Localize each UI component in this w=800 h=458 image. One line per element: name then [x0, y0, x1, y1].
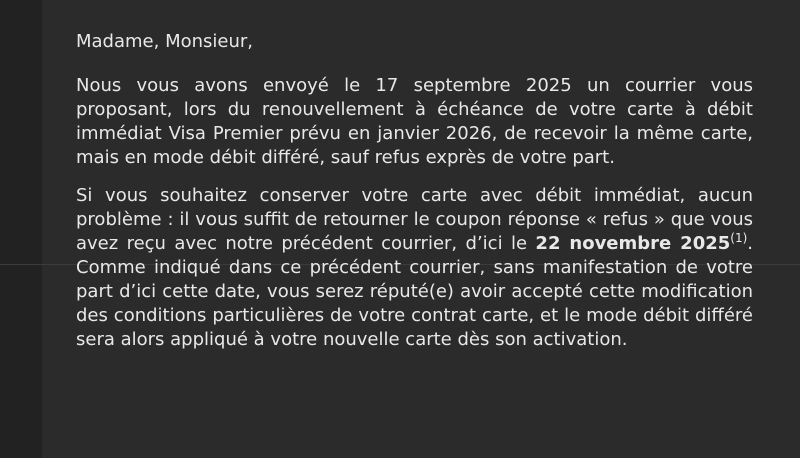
paragraph-renewal-notice: Nous vous avons envoyé le 17 septembre 2025 un courrier vous proposant, lors du renouvellement à échéance de votre carte à débit immédiat Visa Premier prévu en janvier 2026, de recevoir la même carte, mais en mode débit différé, sauf refus exprès de votre part. [76, 75, 753, 168]
letter-body [76, 30, 753, 366]
refusal-text-before-deadline: Si vous souhaitez conserver votre carte avec débit immédiat, aucun problème : il vous suffit de retourner le coupon réponse « refus » que vous avez reçu avec notre précédent courrier, d’ici le [76, 185, 753, 254]
refusal-text-after-deadline: . Comme indiqué dans ce précédent courrier, sans manifestation de votre part d’ici cette date, vous serez réputé(e) avoir accepté cette modification des conditions particulières de votre contrat carte, et le mode débit différé sera alors appliqué à votre nouvelle carte dès son activation. [76, 233, 754, 350]
greeting: Madame, Monsieur, [76, 31, 254, 52]
deadline-date: 22 novembre 2025 [535, 233, 731, 254]
paragraph-refusal-instructions [76, 184, 753, 352]
footnote-marker: (1) [730, 231, 748, 245]
left-gutter [0, 0, 42, 458]
